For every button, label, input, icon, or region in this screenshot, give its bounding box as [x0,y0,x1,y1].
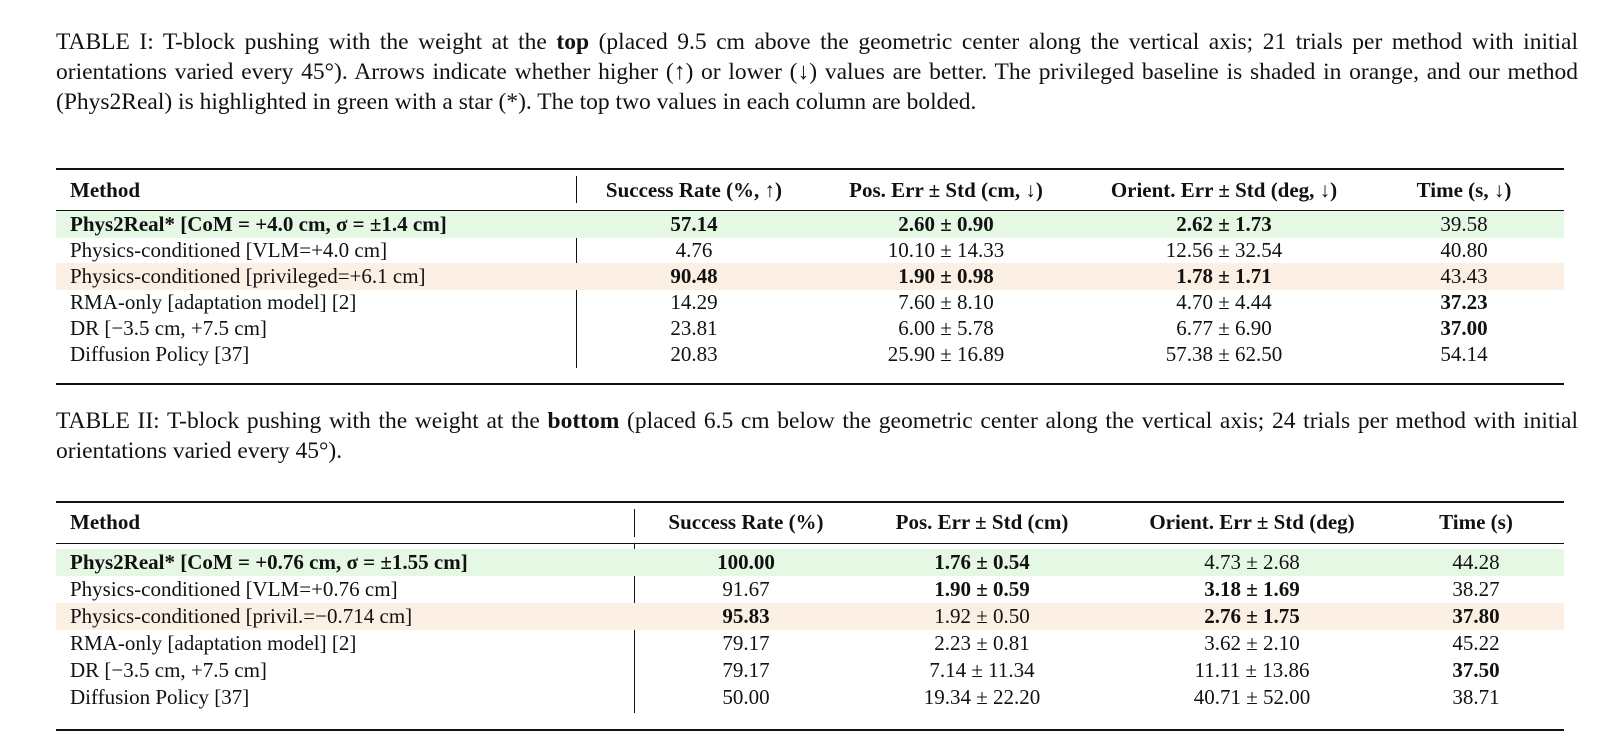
table-1-cell-orient: 1.78 ± 1.71 [1176,264,1272,288]
table-2-caption-pre: T-block pushing with the weight at the [159,408,548,434]
table-1-caption-bold: top [556,29,590,55]
table-1-cell-time: 43.43 [1440,264,1488,288]
table-1-header-method: Method [70,178,140,202]
table-1-caption [56,27,1578,117]
table-2-cell-method: DR [−3.5 cm, +7.5 cm] [70,658,267,682]
table-2-caption-bold: bottom [547,408,620,434]
table-1-caption-post: (placed 9.5 cm above the geometric center along the vertical axis; 21 trials per method with initial orientations varied every 45°). Arrows indicate whether higher (↑) or lower (↓) values are better. The privileged baseline is shaded in orange, and our method (Phys2Real) is highlighted in green with a star (*). The top two values in each column are bolded. [56,29,1578,115]
table-2-cell-pos: 1.90 ± 0.59 [934,577,1030,601]
table-1-cell-method: Physics-conditioned [VLM=+4.0 cm] [70,238,388,262]
table-1 [56,168,1564,385]
table-2 [56,501,1564,731]
table-2-cell-method: Physics-conditioned [VLM=+0.76 cm] [70,577,398,601]
table-2-cell-method: Phys2Real* [CoM = +0.76 cm, σ = ±1.55 cm] [70,550,468,574]
table-2-header-success: Success Rate (%) [668,510,824,534]
table-1-cell-orient: 6.77 ± 6.90 [1176,316,1272,340]
table-1-cell-pos: 2.60 ± 0.90 [898,212,994,236]
table-2-cell-orient: 3.62 ± 2.10 [1204,631,1300,655]
table-1-header-time: Time (s, ↓) [1416,178,1512,202]
table-1-cell-success: 14.29 [670,290,718,314]
table-1-cell-time: 37.00 [1440,316,1488,340]
table-2-cell-orient: 4.73 ± 2.68 [1204,550,1300,574]
table-2-header-row [56,503,1564,544]
table-1-cell-method: Diffusion Policy [37] [70,342,250,366]
table-2-cell-time: 45.22 [1452,631,1500,655]
table-1-cell-pos: 1.90 ± 0.98 [898,264,994,288]
table-1-cell-orient: 57.38 ± 62.50 [1165,342,1283,366]
table-1-cell-success: 23.81 [670,316,718,340]
table-1-cell-time: 40.80 [1440,238,1488,262]
table-1-caption-pre: T-block pushing with the weight at the [153,29,557,55]
table-1-cell-pos: 6.00 ± 5.78 [898,316,994,340]
table-1-cell-time: 37.23 [1440,290,1488,314]
table-2-header-time: Time (s) [1439,510,1513,534]
table-2-cell-success: 79.17 [722,658,770,682]
table-2-caption-label: TABLE II: [56,408,160,434]
table-1-cell-orient: 4.70 ± 4.44 [1176,290,1272,314]
table-1-header-orient: Orient. Err ± Std (deg, ↓) [1110,178,1338,202]
table-2-cell-success: 100.00 [717,550,775,574]
table-1-cell-pos: 10.10 ± 14.33 [887,238,1005,262]
table-1-cell-method: RMA-only [adaptation model] [2] [70,290,357,314]
table-1-cell-pos: 25.90 ± 16.89 [887,342,1005,366]
table-2-cell-method: Physics-conditioned [privil.=−0.714 cm] [70,604,413,628]
table-1-cell-time: 39.58 [1440,212,1488,236]
table-1-header-pos: Pos. Err ± Std (cm, ↓) [849,178,1043,202]
table-2-cell-pos: 1.76 ± 0.54 [934,550,1030,574]
table-2-cell-orient: 3.18 ± 1.69 [1204,577,1300,601]
table-2-cell-orient: 11.11 ± 13.86 [1194,658,1310,682]
table-2-caption [56,406,1578,466]
table-2-header-pos: Pos. Err ± Std (cm) [895,510,1069,534]
table-2-cell-orient: 2.76 ± 1.75 [1204,604,1300,628]
table-2-cell-pos: 7.14 ± 11.34 [929,658,1035,682]
table-2-header-separator [634,509,635,537]
table-2-cell-pos: 19.34 ± 22.20 [923,685,1041,709]
table-1-cell-method: Phys2Real* [CoM = +4.0 cm, σ = ±1.4 cm] [70,212,447,236]
table-2-header-method: Method [70,510,140,534]
table-2-caption-post: (placed 6.5 cm below the geometric center along the vertical axis; 24 trials per method with initial orientations varied every 45°). [56,408,1578,464]
table-1-cell-orient: 2.62 ± 1.73 [1176,212,1272,236]
table-2-cell-time: 44.28 [1452,550,1500,574]
table-1-caption-label: TABLE I: [56,29,154,55]
table-2-cell-time: 38.27 [1452,577,1500,601]
table-2-cell-success: 50.00 [722,685,770,709]
table-1-header-row [56,170,1564,211]
table-2-cell-success: 95.83 [722,604,770,628]
table-2-cell-method: RMA-only [adaptation model] [2] [70,631,357,655]
table-1-cell-time: 54.14 [1440,342,1488,366]
table-2-cell-orient: 40.71 ± 52.00 [1193,685,1311,709]
table-1-cell-pos: 7.60 ± 8.10 [898,290,994,314]
table-2-cell-pos: 2.23 ± 0.81 [934,631,1030,655]
table-1-cell-method: Physics-conditioned [privileged=+6.1 cm] [70,264,426,288]
table-2-cell-time: 37.80 [1452,604,1500,628]
table-1-header-separator [576,176,577,203]
table-1-cell-success: 57.14 [670,212,718,236]
table-1-header-success: Success Rate (%, ↑) [605,178,783,202]
table-2-cell-time: 37.50 [1452,658,1500,682]
table-1-cell-success: 4.76 [675,238,713,262]
table-2-cell-method: Diffusion Policy [37] [70,685,250,709]
table-1-cell-method: DR [−3.5 cm, +7.5 cm] [70,316,267,340]
table-2-header-orient: Orient. Err ± Std (deg) [1149,510,1355,534]
table-2-cell-time: 38.71 [1452,685,1500,709]
table-1-cell-success: 20.83 [670,342,718,366]
table-1-cell-success: 90.48 [670,264,718,288]
table-2-cell-success: 91.67 [722,577,770,601]
table-1-cell-orient: 12.56 ± 32.54 [1165,238,1283,262]
table-2-cell-pos: 1.92 ± 0.50 [934,604,1030,628]
table-2-cell-success: 79.17 [722,631,770,655]
